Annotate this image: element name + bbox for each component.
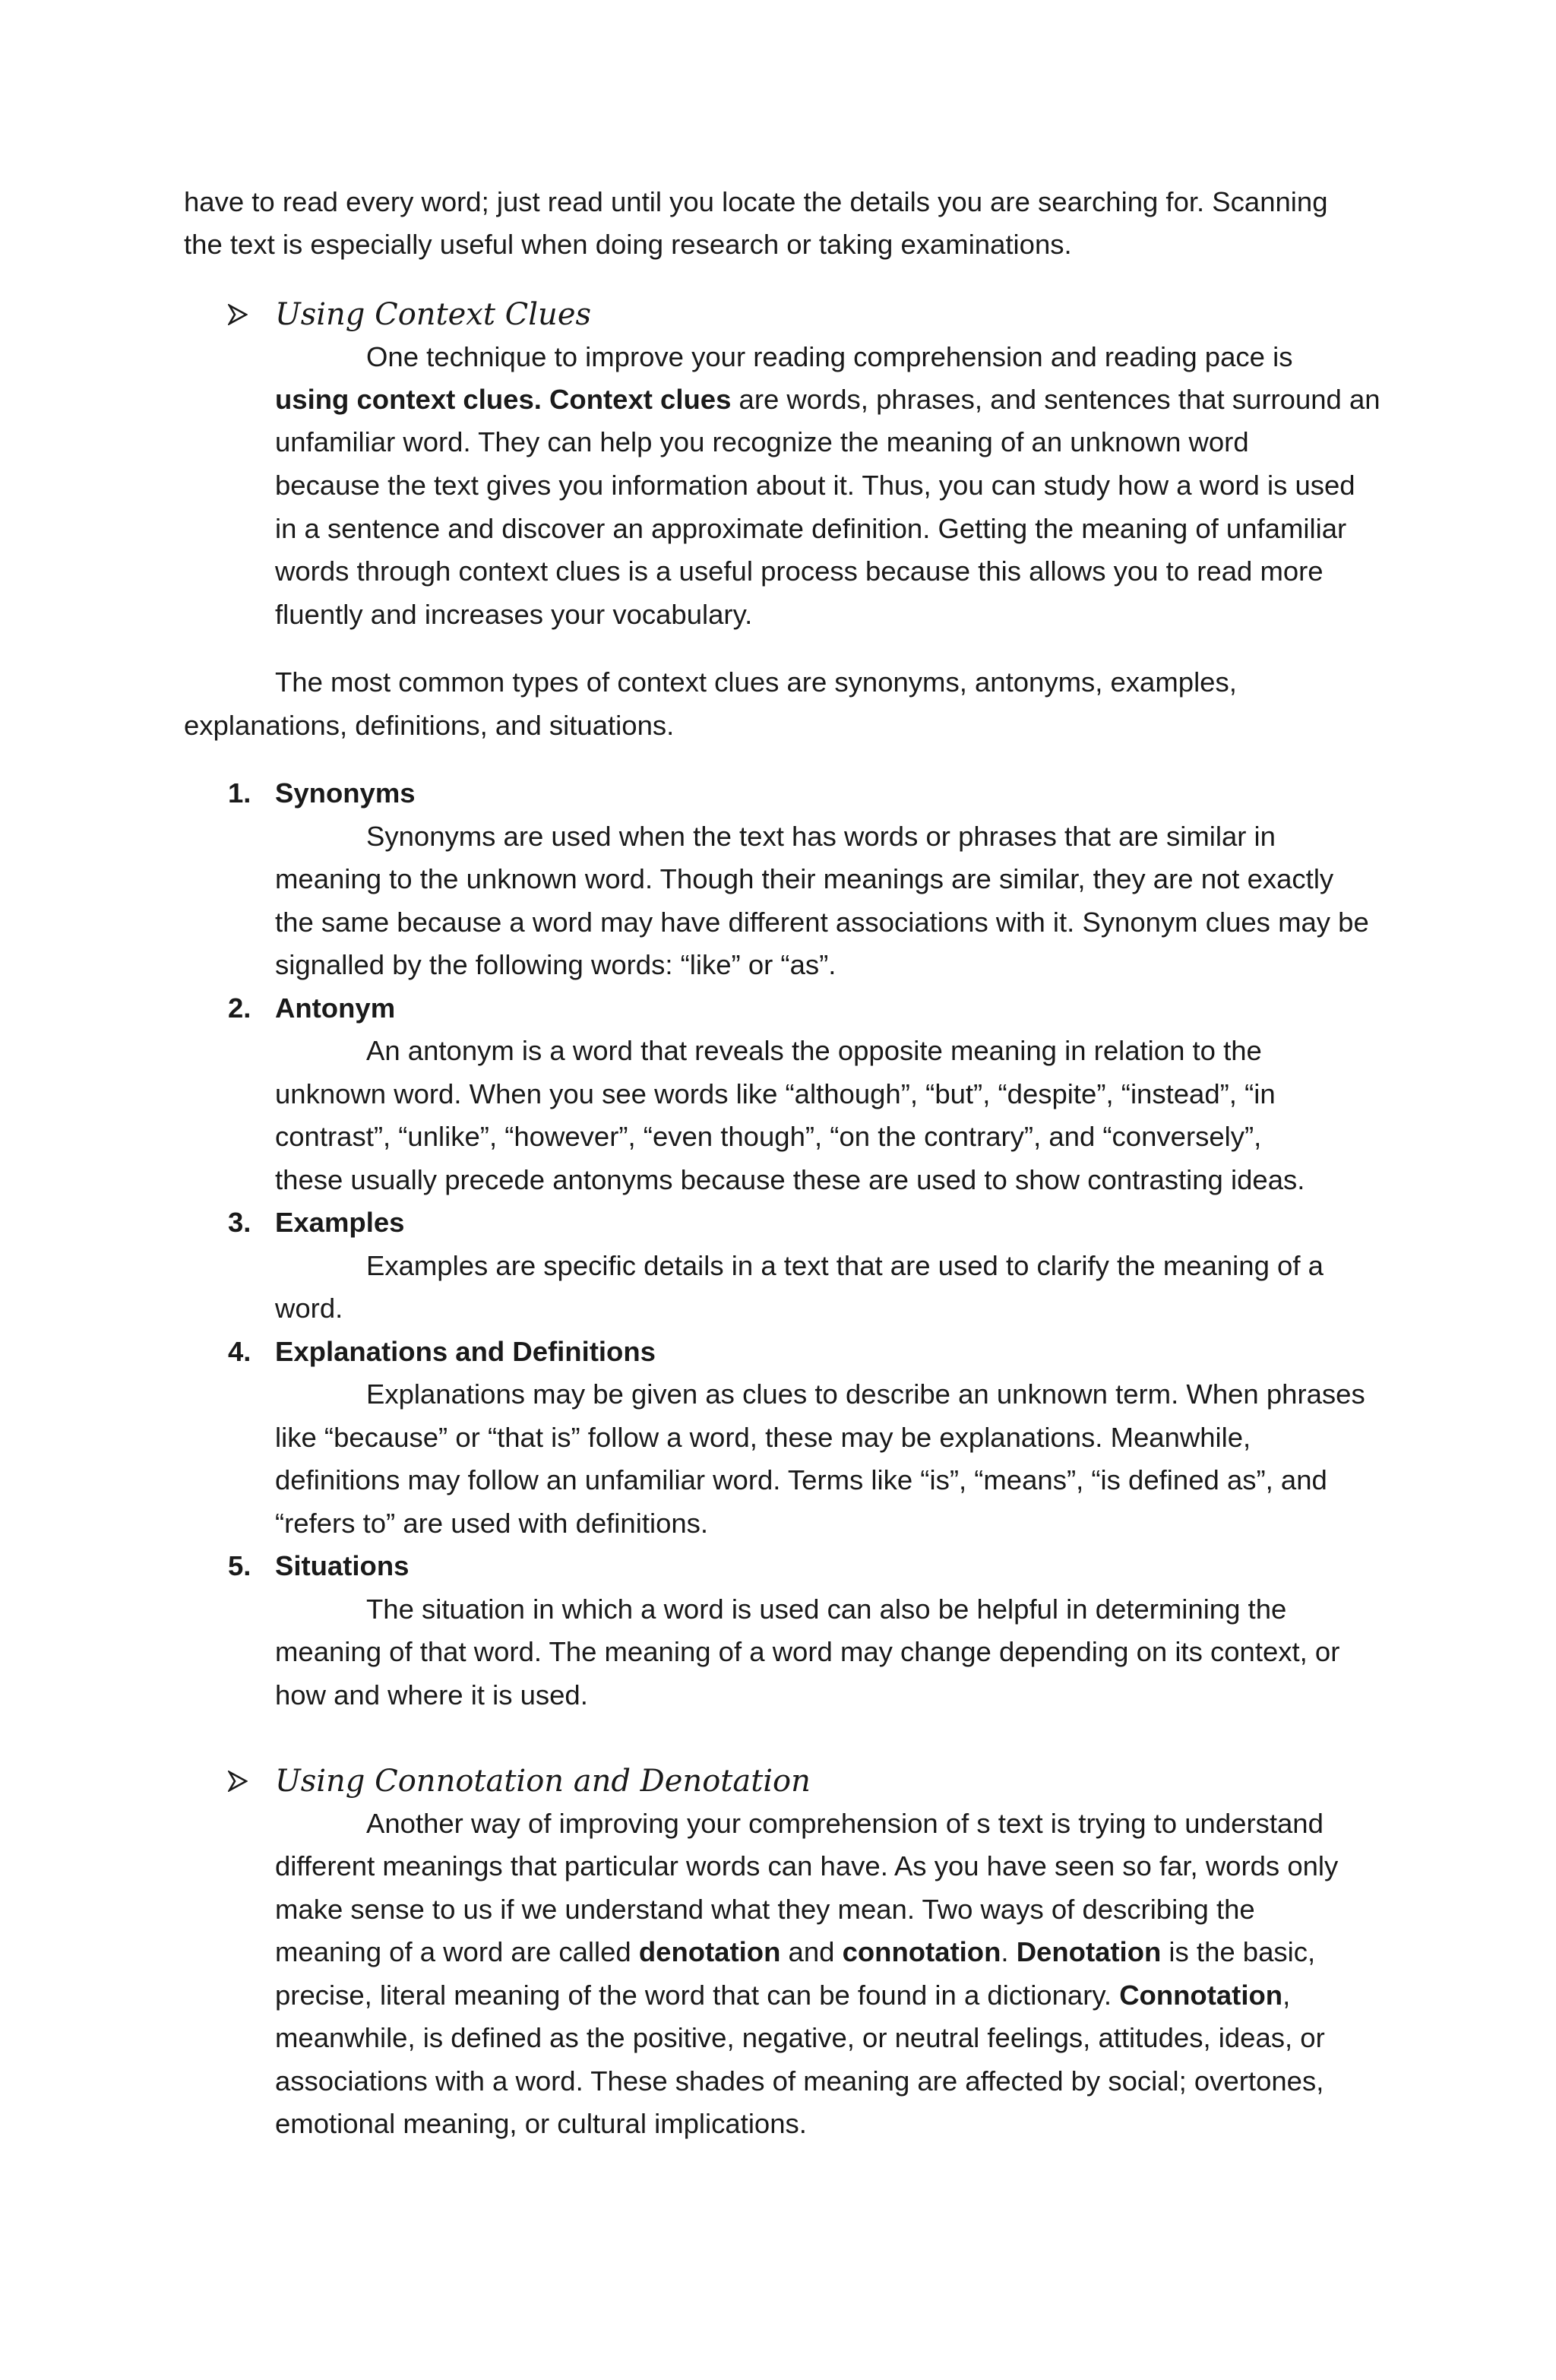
para-line: make sense to us if we understand what they mean. Two ways of describing the — [275, 1894, 1255, 1925]
para-line: emotional meaning, or cultural implications. — [275, 2108, 807, 2139]
list-item-line: word. — [275, 1293, 343, 1324]
para-line: unfamiliar word. They can help you recognize the meaning of an unknown word — [275, 426, 1249, 457]
para-line: fluently and increases your vocabulary. — [275, 599, 753, 630]
para-line: using context clues. Context clues are words, phrases, and sentences that surround an — [275, 384, 1380, 415]
list-number: 1. — [228, 777, 251, 809]
list-item-line: Synonyms are used when the text has words or phrases that are similar in — [366, 821, 1276, 852]
para-line: because the text gives you information about it. Thus, you can study how a word is used — [275, 470, 1355, 501]
list-item-line: definitions may follow an unfamiliar word. Terms like “is”, “means”, “is defined as”, and — [275, 1464, 1327, 1495]
list-item-line: unknown word. When you see words like “although”, “but”, “despite”, “instead”, “in — [275, 1078, 1276, 1109]
list-number: 5. — [228, 1550, 251, 1581]
para-line: precise, literal meaning of the word that can be found in a dictionary. Connotation, — [275, 1980, 1291, 2011]
list-item-line: these usually precede antonyms because these are used to show contrasting ideas. — [275, 1164, 1305, 1195]
list-item-title-examples: Examples — [275, 1207, 405, 1238]
heading-text: Using Context Clues — [275, 297, 592, 332]
list-item-line: the same because a word may have different associations with it. Synonym clues may be — [275, 907, 1369, 938]
list-item-line: The situation in which a word is used can also be helpful in determining the — [366, 1594, 1287, 1625]
para-line: meanwhile, is defined as the positive, negative, or neutral feelings, attitudes, ideas, or — [275, 2022, 1325, 2053]
section-heading-context-clues — [228, 292, 591, 337]
list-item-line: how and where it is used. — [275, 1679, 588, 1711]
list-number: 3. — [228, 1207, 251, 1238]
para-line: in a sentence and discover an approximate definition. Getting the meaning of unfamiliar — [275, 513, 1347, 544]
bold-term: Context clues — [549, 384, 732, 415]
arrow-bullet-icon — [228, 1771, 248, 1792]
intro-line-1: have to read every word; just read until you locate the details you are searching for. Scanning — [184, 186, 1328, 217]
list-item-line: like “because” or “that is” follow a word, these may be explanations. Meanwhile, — [275, 1422, 1251, 1453]
section-heading-connotation-denotation — [228, 1758, 811, 1804]
para-line: associations with a word. These shades of meaning are affected by social; overtones, — [275, 2065, 1324, 2097]
list-item-line: meaning to the unknown word. Though their meanings are similar, they are not exactly — [275, 863, 1334, 894]
bold-term: Connotation — [1119, 1980, 1283, 2011]
bold-term: connotation — [842, 1936, 1001, 1967]
para-line: The most common types of context clues are synonyms, antonyms, examples, — [275, 666, 1237, 698]
list-item-line: meaning of that word. The meaning of a word may change depending on its context, or — [275, 1636, 1340, 1667]
list-item-line: contrast”, “unlike”, “however”, “even though”, “on the contrary”, and “conversely”, — [275, 1121, 1262, 1152]
list-item-title-synonyms: Synonyms — [275, 777, 416, 809]
para-line: One technique to improve your reading comprehension and reading pace is — [366, 341, 1293, 372]
para-line: Another way of improving your comprehension of s text is trying to understand — [366, 1808, 1324, 1839]
bold-term: denotation — [638, 1936, 781, 1967]
para-line: different meanings that particular words can have. As you have seen so far, words only — [275, 1850, 1339, 1882]
para-line: explanations, definitions, and situations. — [184, 710, 675, 741]
heading-text: Using Connotation and Denotation — [275, 1764, 811, 1799]
para-line: meaning of a word are called denotation and connotation. Denotation is the basic, — [275, 1936, 1316, 1967]
list-item-title-antonym: Antonym — [275, 992, 396, 1024]
para-line: words through context clues is a useful process because this allows you to read more — [275, 555, 1324, 587]
list-item-line: Explanations may be given as clues to describe an unknown term. When phrases — [366, 1378, 1365, 1410]
list-number: 4. — [228, 1336, 251, 1367]
bold-term: Denotation — [1016, 1936, 1162, 1967]
list-item-title-situations: Situations — [275, 1550, 410, 1581]
intro-line-2: the text is especially useful when doing research or taking examinations. — [184, 229, 1072, 260]
list-item-line: signalled by the following words: “like” or “as”. — [275, 949, 837, 980]
arrow-bullet-icon — [228, 304, 248, 325]
list-item-line: Examples are specific details in a text that are used to clarify the meaning of a — [366, 1250, 1324, 1281]
bold-term: using context clues. — [275, 384, 542, 415]
list-item-line: An antonym is a word that reveals the opposite meaning in relation to the — [366, 1035, 1262, 1066]
list-item-title-explanations-definitions: Explanations and Definitions — [275, 1336, 656, 1367]
list-item-line: “refers to” are used with definitions. — [275, 1508, 709, 1539]
list-number: 2. — [228, 992, 251, 1024]
